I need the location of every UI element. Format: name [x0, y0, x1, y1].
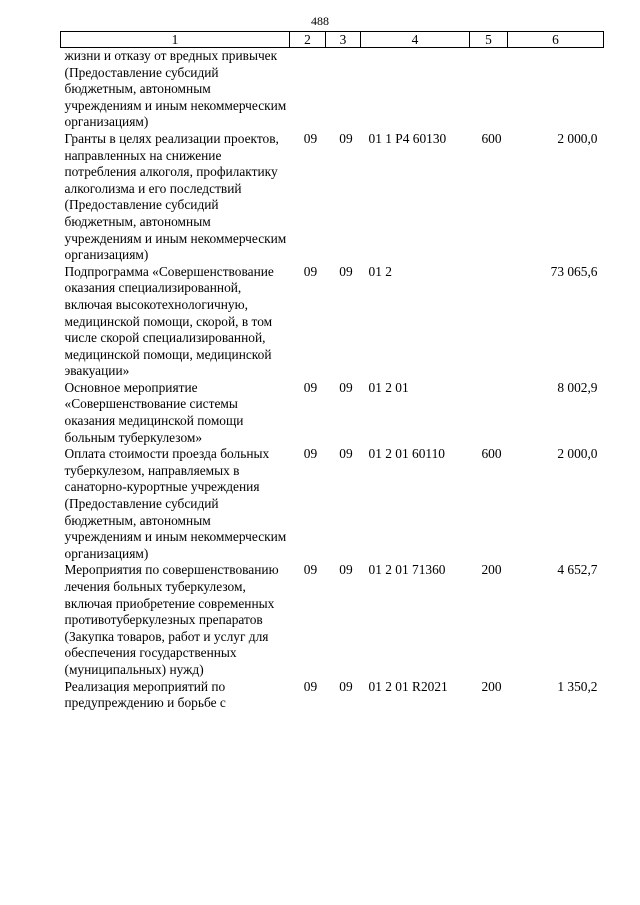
row-target-article: 01 2 01 R2021	[368, 678, 448, 694]
row-subsection: 09	[339, 678, 353, 694]
row-expense-type: 200	[481, 678, 502, 694]
row-section	[290, 48, 326, 131]
row-subsection: 09	[339, 379, 353, 395]
row-name: Мероприятия по совершенствованию лечения больных туберкулезом, включая приобретение современных противотуберкулезных препаратов (Закупка товаров, работ и услуг для обеспечения государственных (муниципальных) нужд)	[64, 562, 279, 677]
row-target-article: 01 2 01 60110	[368, 446, 445, 462]
row-target-article: 01 2 01 71360	[368, 562, 446, 578]
table-row	[61, 380, 604, 446]
column-header-4: 4	[361, 32, 470, 48]
table-row	[61, 264, 604, 380]
row-section: 09	[303, 130, 318, 146]
column-header-1: 1	[61, 32, 290, 48]
row-name: Гранты в целях реализации проектов, направленных на снижение потребления алкоголя, профилактику алкоголизма и его последствий (Предоставление субсидий бюджетным, автономным учреждениям и иным некоммерческим организациям)	[64, 130, 287, 263]
row-section: 09	[303, 446, 318, 462]
column-header-5: 5	[470, 32, 508, 48]
row-amount: 2 000,0	[557, 446, 598, 462]
column-header-3: 3	[326, 32, 361, 48]
row-amount: 4 652,7	[557, 562, 598, 578]
row-amount: 73 065,6	[550, 263, 598, 279]
row-subsection: 09	[339, 263, 353, 279]
row-expense-type	[470, 264, 508, 380]
row-target-article: 01 2	[368, 263, 392, 279]
table-row	[61, 446, 604, 562]
row-subsection	[326, 48, 361, 131]
row-subsection: 09	[339, 446, 353, 462]
row-amount	[508, 48, 604, 131]
row-expense-type: 600	[481, 446, 502, 462]
row-subsection: 09	[339, 130, 353, 146]
table-row	[61, 562, 604, 678]
row-name: Реализация мероприятий по предупреждению и борьбе с	[64, 678, 226, 711]
row-name: Подпрограмма «Совершенствование оказания специализированной, включая высокотехнологичную, медицинской помощи, скорой, в том числе скорой специализированной, медицинской помощи, медицинской эвакуации»	[64, 263, 274, 379]
row-expense-type	[470, 48, 508, 131]
row-expense-type	[470, 380, 508, 446]
table-header	[61, 32, 604, 48]
table-row	[61, 131, 604, 264]
row-section: 09	[303, 562, 318, 578]
column-header-2: 2	[290, 32, 326, 48]
row-amount: 1 350,2	[557, 678, 598, 694]
row-name: Оплата стоимости проезда больных туберкулезом, направляемых в санаторно-курортные учреждения (Предоставление субсидий бюджетным, автономным учреждениям и иным некоммерческим организациям)	[64, 446, 287, 561]
row-subsection: 09	[339, 562, 353, 578]
budget-table	[60, 31, 604, 712]
table-row	[61, 48, 604, 131]
row-target-article: 01 1 Р4 60130	[368, 130, 447, 146]
row-amount: 8 002,9	[557, 379, 598, 395]
row-section: 09	[303, 263, 318, 279]
row-expense-type: 600	[481, 130, 502, 146]
row-expense-type: 200	[481, 562, 502, 578]
header-row	[61, 32, 604, 48]
row-target-article: 01 2 01	[368, 379, 409, 395]
page-number: 488	[311, 14, 329, 28]
row-amount: 2 000,0	[557, 130, 598, 146]
row-name: жизни и отказу от вредных привычек (Предоставление субсидий бюджетным, автономным учреждениям и иным некоммерческим организациям)	[64, 48, 287, 130]
column-header-6: 6	[508, 32, 604, 48]
table-body	[61, 48, 604, 712]
row-name: Основное мероприятие «Совершенствование системы оказания медицинской помощи больным туберкулезом»	[64, 379, 244, 445]
row-section: 09	[303, 379, 318, 395]
row-section: 09	[303, 678, 318, 694]
table-row	[61, 679, 604, 712]
row-target-article	[361, 48, 470, 131]
